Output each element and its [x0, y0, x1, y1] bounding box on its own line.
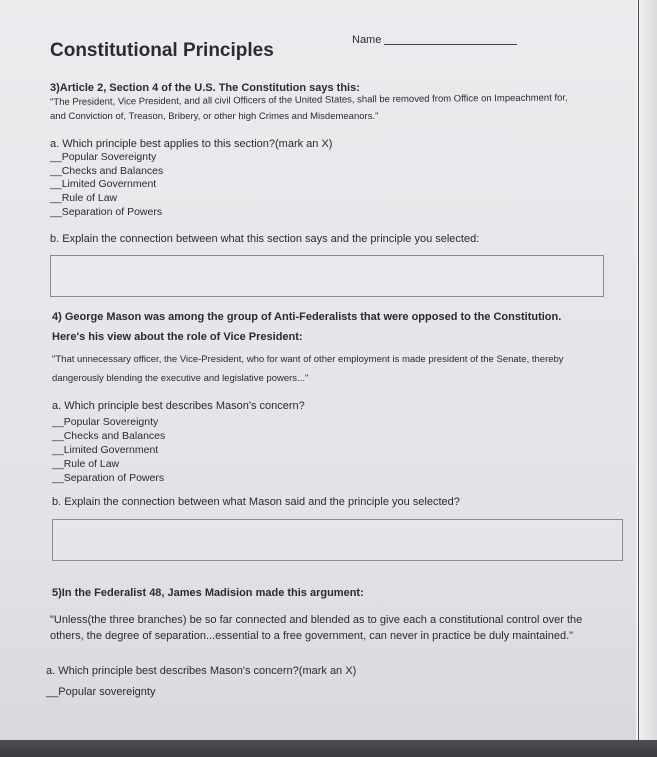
q4-option-limited-government[interactable]: __Limited Government	[52, 444, 159, 456]
q4-option-separation-of-powers[interactable]: __Separation of Powers	[52, 472, 165, 484]
q5-option-popular-sovereignty[interactable]: __Popular sovereignty	[46, 686, 156, 698]
q3-option-checks-and-balances[interactable]: __Checks and Balances	[50, 165, 164, 177]
q3-quote-line2: and Conviction of, Treason, Bribery, or other high Crimes and Misdemeanors."	[50, 111, 379, 122]
adjacent-page-edge	[636, 0, 657, 757]
q3-option-popular-sovereignty[interactable]: __Popular Sovereignty	[50, 151, 157, 163]
q5-quote-line2: others, the degree of separation...essential to a free government, can never in practice be duly maintained."	[50, 630, 574, 642]
page-title: Constitutional Principles	[50, 40, 274, 61]
q4-part-a: a. Which principle best describes Mason's concern?	[52, 400, 305, 412]
q4-part-b: b. Explain the connection between what Mason said and the principle you selected?	[52, 496, 460, 508]
q4-quote-line2: dangerously blending the executive and legislative powers..."	[52, 373, 309, 384]
q4-option-rule-of-law[interactable]: __Rule of Law	[52, 458, 120, 470]
q4-option-popular-sovereignty[interactable]: __Popular Sovereignty	[52, 416, 159, 428]
q5-part-a: a. Which principle best describes Mason's concern?(mark an X)	[46, 665, 357, 677]
name-label: Name	[352, 34, 382, 46]
q3-option-separation-of-powers[interactable]: __Separation of Powers	[50, 206, 163, 218]
q3-part-a: a. Which principle best applies to this section?(mark an X)	[50, 138, 333, 150]
q3-quote-line1: "The President, Vice President, and all civil Officers of the United States, shall be removed from Office on Impeachment for,	[49, 92, 568, 108]
q3-answer-box[interactable]	[50, 255, 604, 297]
desk-background	[0, 740, 657, 757]
q3-option-limited-government[interactable]: __Limited Government	[50, 178, 157, 190]
q3-option-rule-of-law[interactable]: __Rule of Law	[50, 192, 118, 204]
q4-quote-line1: "That unnecessary officer, the Vice-President, who for want of other employment is made president of the Senate, thereby	[52, 354, 564, 365]
q3-part-b: b. Explain the connection between what this section says and the principle you selected:	[50, 233, 480, 245]
q4-answer-box[interactable]	[52, 519, 623, 561]
q4-option-checks-and-balances[interactable]: __Checks and Balances	[52, 430, 166, 442]
name-field[interactable]	[384, 44, 517, 45]
q4-heading-line2: Here's his view about the role of Vice President:	[52, 331, 303, 343]
q4-heading-line1: 4) George Mason was among the group of Anti-Federalists that were opposed to the Constitution.	[52, 311, 562, 323]
q5-quote-line1: "Unless(the three branches) be so far connected and blended as to give each a constitutional control over the	[50, 614, 583, 626]
q3-heading: 3)Article 2, Section 4 of the U.S. The Constitution says this:	[50, 82, 360, 94]
q5-heading: 5)In the Federalist 48, James Madision made this argument:	[52, 587, 364, 599]
